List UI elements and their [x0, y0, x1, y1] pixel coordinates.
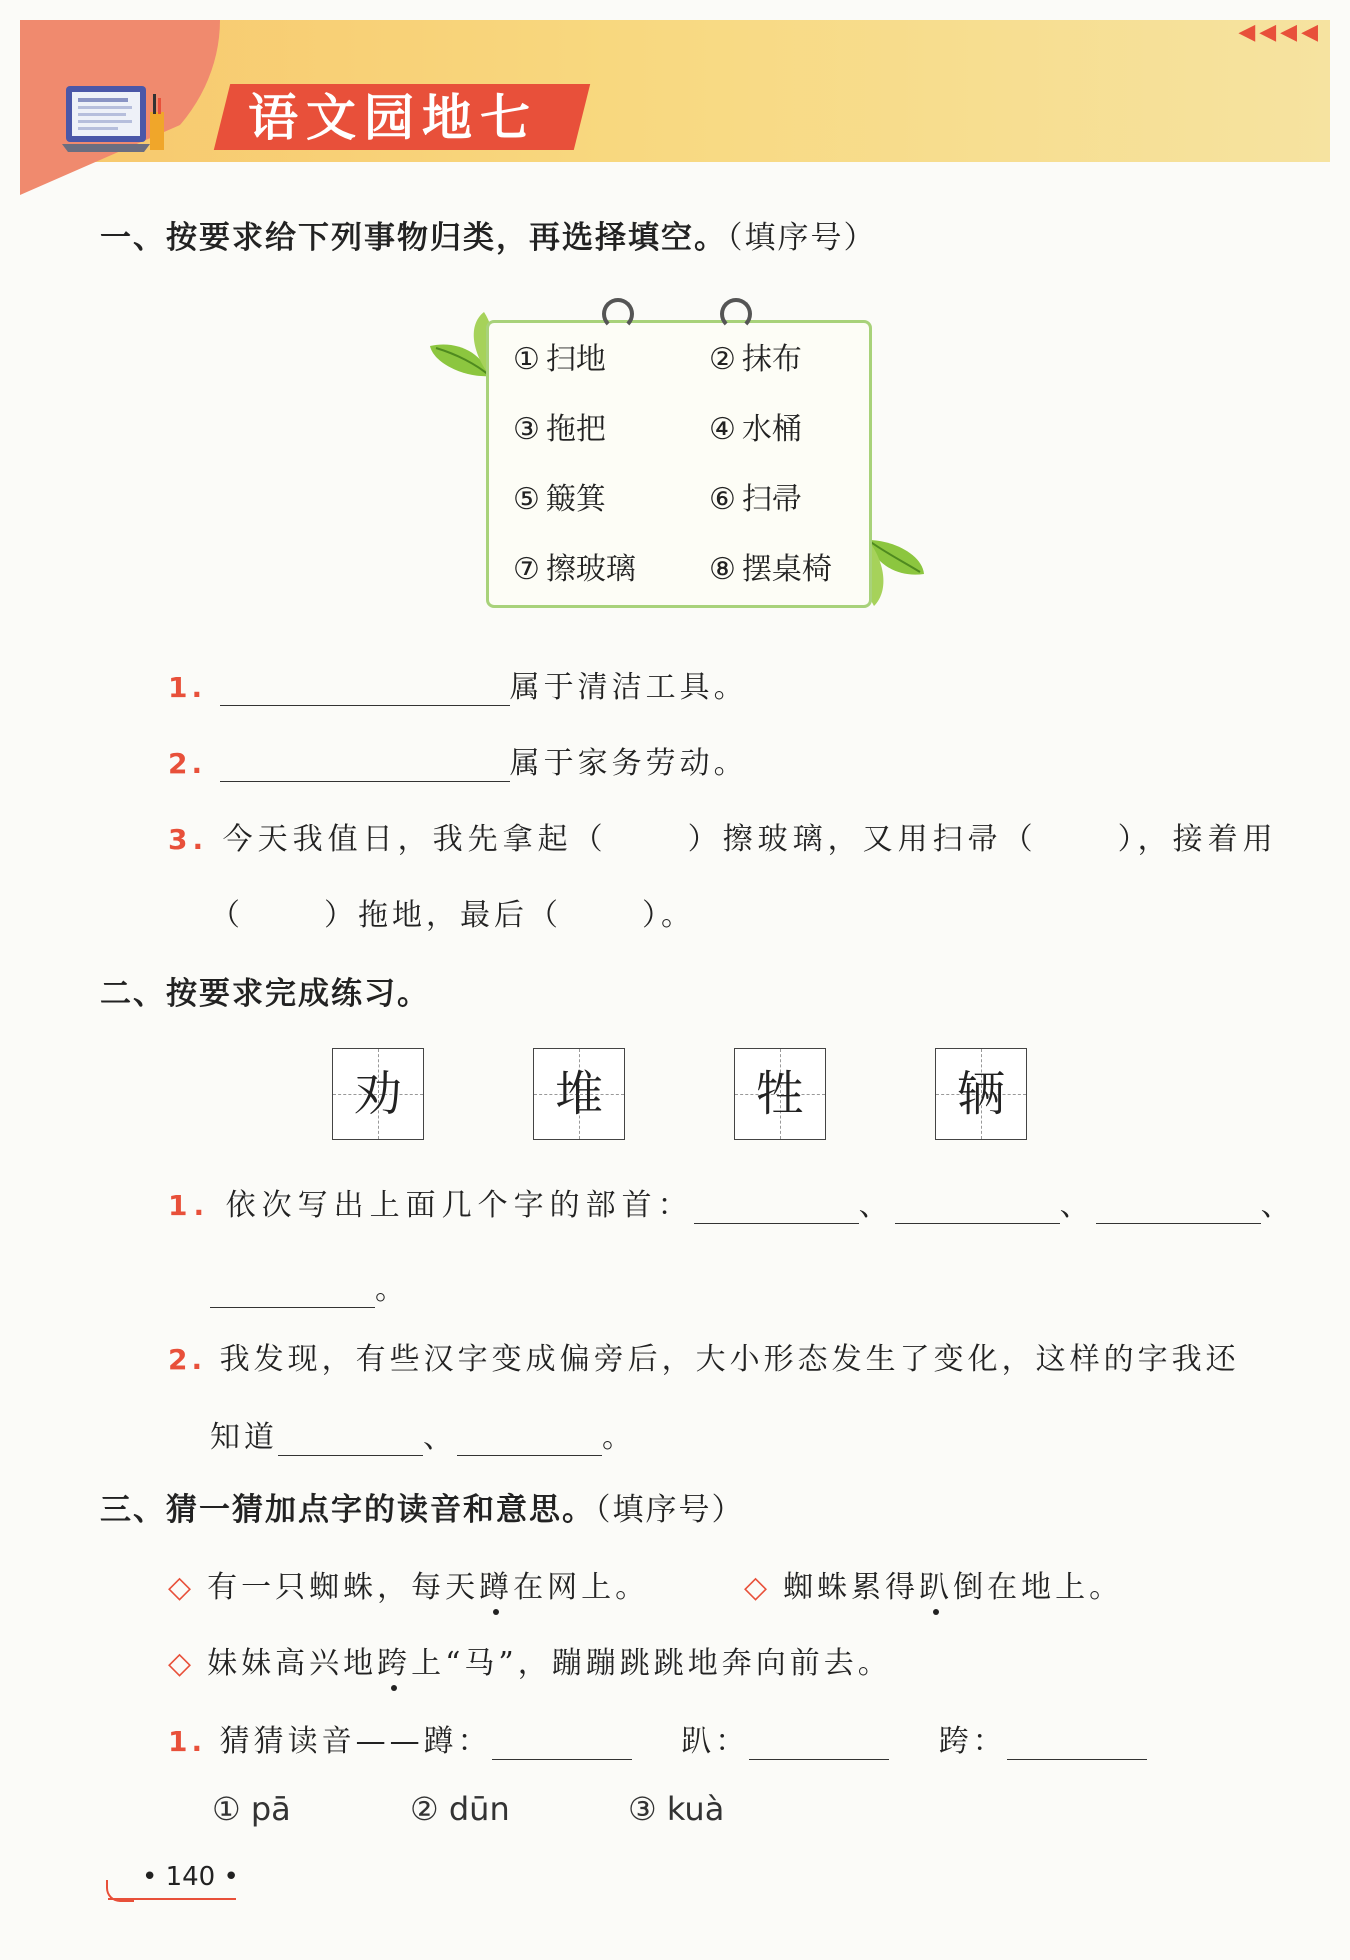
section1-title: 一、按要求给下列事物归类，再选择填空。（填序号） — [100, 220, 877, 256]
answer-blank[interactable] — [1007, 1727, 1147, 1760]
s1-q3-line2: （ ）拖地，最后（ ）。 — [210, 898, 695, 933]
card-item-1: ① 扫地 — [513, 342, 606, 377]
char-box: 堆 — [533, 1048, 625, 1140]
leaf-right-icon — [862, 520, 932, 610]
answer-blank[interactable] — [694, 1191, 859, 1224]
char-box: 劝 — [332, 1048, 424, 1140]
answer-blank[interactable] — [220, 749, 510, 782]
option-3: ③ kuà — [628, 1790, 725, 1828]
page-number: • 140 • — [142, 1862, 239, 1892]
answer-blank[interactable] — [210, 1275, 375, 1308]
card-item-4: ④ 水桶 — [709, 412, 802, 447]
diamond-icon: ◇ — [168, 1570, 196, 1605]
card-item-5: ⑤ 簸箕 — [513, 482, 606, 517]
header-arrows-icon: ◀◀◀◀ — [1238, 20, 1322, 45]
answer-blank[interactable] — [278, 1423, 423, 1456]
card-ring-icon — [602, 298, 634, 330]
s3-sentence-3: ◇ 妹妹高兴地跨上“马”，蹦蹦跳跳地奔向前去。 — [168, 1646, 892, 1681]
s2-q2-line2: 知道 、 。 — [210, 1420, 636, 1455]
s2-q1: 1. 依次写出上面几个字的部首： 、 、 、 — [168, 1188, 1297, 1223]
diamond-icon: ◇ — [168, 1646, 196, 1681]
answer-blank[interactable] — [492, 1727, 632, 1760]
card-item-2: ② 抹布 — [709, 342, 802, 377]
option-2: ② dūn — [410, 1790, 510, 1828]
answer-blank[interactable] — [457, 1423, 602, 1456]
card-ring-icon — [720, 298, 752, 330]
card-item-8: ⑧ 摆桌椅 — [709, 552, 832, 587]
card-item-6: ⑥ 扫帚 — [709, 482, 802, 517]
section2-title: 二、按要求完成练习。 — [100, 976, 430, 1012]
char-box: 牲 — [734, 1048, 826, 1140]
s2-q2-line1: 2. 我发现，有些汉字变成偏旁后，大小形态发生了变化，这样的字我还 — [168, 1342, 1240, 1377]
s3-sentence-1: ◇ 有一只蜘蛛，每天蹲在网上。 — [168, 1570, 650, 1605]
card-item-3: ③ 拖把 — [513, 412, 606, 447]
section3-title: 三、猜一猜加点字的读音和意思。（填序号） — [100, 1492, 745, 1528]
items-card — [486, 320, 872, 608]
s3-q1: 1. 猜猜读音——蹲： 趴： 跨： — [168, 1716, 1147, 1760]
s1-q1: 1. 属于清洁工具。 — [168, 670, 748, 705]
page-title: 语文园地七 — [248, 89, 538, 147]
option-1: ① pā — [212, 1790, 291, 1828]
answer-blank[interactable] — [895, 1191, 1060, 1224]
s1-q3-line1: 3. 今天我值日，我先拿起（ ）擦玻璃，又用扫帚（ ），接着用 — [168, 822, 1278, 857]
s2-q1-cont: 。 — [210, 1264, 409, 1308]
laptop-icon — [62, 82, 172, 162]
diamond-icon: ◇ — [744, 1570, 772, 1605]
answer-blank[interactable] — [220, 673, 510, 706]
card-item-7: ⑦ 擦玻璃 — [513, 552, 636, 587]
answer-blank[interactable] — [749, 1727, 889, 1760]
s1-q2: 2. 属于家务劳动。 — [168, 746, 748, 781]
answer-blank[interactable] — [1096, 1191, 1261, 1224]
page-number-underline — [108, 1898, 236, 1900]
s3-sentence-2: ◇ 蜘蛛累得趴倒在地上。 — [744, 1570, 1124, 1605]
char-box: 辆 — [935, 1048, 1027, 1140]
